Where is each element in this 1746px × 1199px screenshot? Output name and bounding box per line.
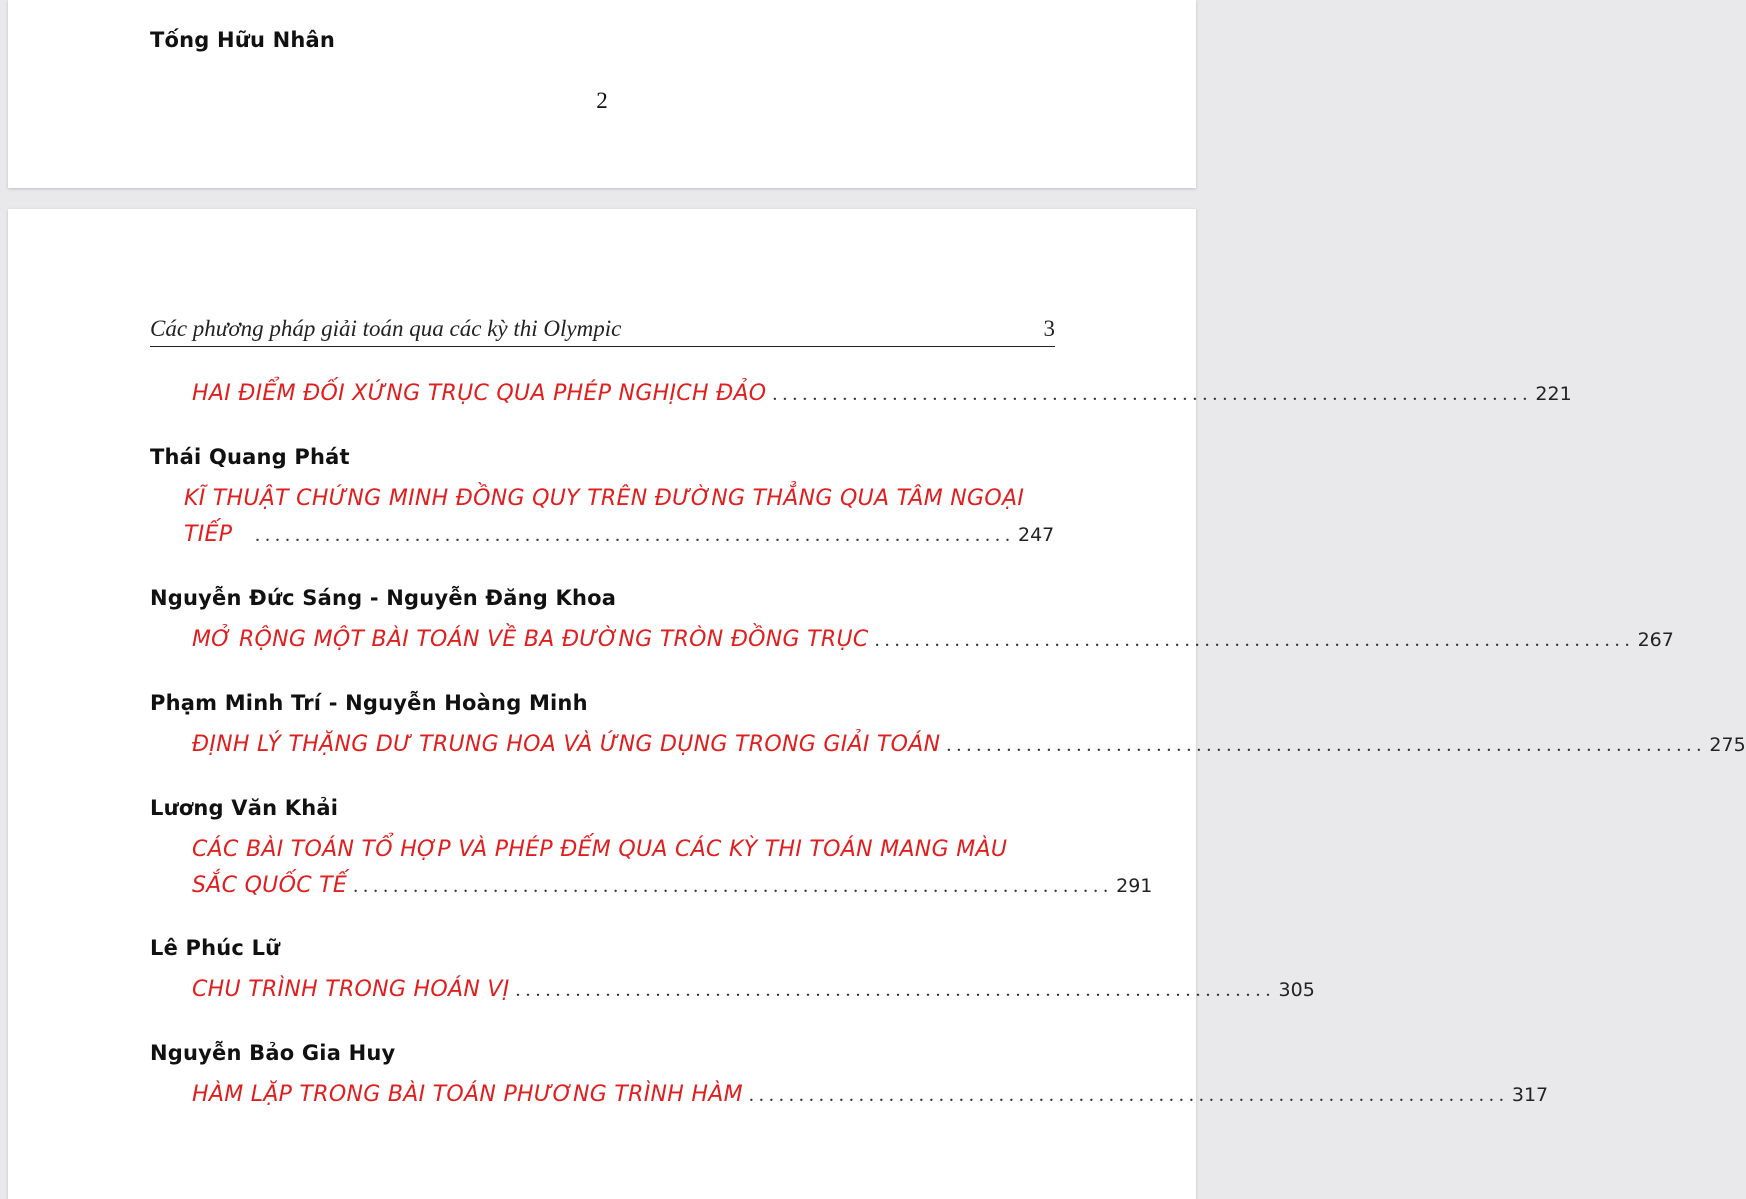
toc-entry-line xyxy=(192,873,1153,909)
toc-entry[interactable] xyxy=(192,837,1153,909)
running-header-title: Các phương pháp giải toán qua các kỳ thi Olympic xyxy=(150,316,622,341)
dot-leader: . . . . . . . . . . . . . . . . . . . . . . . . . . . . . . . . . . . . . . . . . . . . . . . . . . . . . . . . . . . . . . . . . . . . . . . . . . . . xyxy=(874,629,1630,651)
toc-author: Lê Phúc Lữ xyxy=(150,936,281,960)
running-header-page-number: 3 xyxy=(1043,316,1055,341)
toc-author: Lương Văn Khải xyxy=(150,796,339,820)
toc-entry[interactable] xyxy=(184,486,1054,558)
toc-entry-title[interactable]: HAI ĐIỂM ĐỐI XỨNG TRỤC QUA PHÉP NGHỊCH ĐẢO xyxy=(192,381,767,406)
document-page-2 xyxy=(8,0,1196,188)
toc-entry-line xyxy=(192,837,1054,873)
toc-author: Nguyễn Đức Sáng - Nguyễn Đăng Khoa xyxy=(150,586,617,610)
toc-entry-title[interactable]: HÀM LẶP TRONG BÀI TOÁN PHƯƠNG TRÌNH HÀM xyxy=(192,1082,743,1107)
toc-entry-title[interactable]: CHU TRÌNH TRONG HOÁN VỊ xyxy=(192,977,510,1002)
toc-entry[interactable] xyxy=(192,627,1674,663)
dot-leader: . . . . . . . . . . . . . . . . . . . . . . . . . . . . . . . . . . . . . . . . . . . . . . . . . . . . . . . . . . . . . . . . . . . . . . . . . . . . xyxy=(946,734,1702,756)
toc-entry-line xyxy=(192,381,1572,417)
toc-entry-page-number[interactable]: 267 xyxy=(1637,629,1674,651)
page-number: 2 xyxy=(596,88,608,113)
toc-entry[interactable] xyxy=(192,732,1746,768)
toc-entry-line xyxy=(192,732,1746,768)
toc-entry-title[interactable]: CÁC BÀI TOÁN TỔ HỢP VÀ PHÉP ĐẾM QUA CÁC KỲ THI TOÁN MANG MÀU xyxy=(192,837,1008,862)
toc-entry-page-number[interactable]: 275 xyxy=(1709,734,1746,756)
toc-entry-page-number[interactable]: 247 xyxy=(1018,524,1055,546)
toc-author: Phạm Minh Trí - Nguyễn Hoàng Minh xyxy=(150,691,588,715)
toc-entry-page-number[interactable]: 305 xyxy=(1278,979,1315,1001)
toc-entry-title-continued[interactable]: SẮC QUỐC TẾ xyxy=(192,873,348,898)
toc-entry-page-number[interactable]: 317 xyxy=(1511,1084,1549,1106)
toc-entry[interactable] xyxy=(192,381,1572,417)
toc-author: Nguyễn Bảo Gia Huy xyxy=(150,1041,396,1065)
dot-leader: . . . . . . . . . . . . . . . . . . . . . . . . . . . . . . . . . . . . . . . . . . . . . . . . . . . . . . . . . . . . . . . . . . . . . . . . . . . . xyxy=(255,524,1010,546)
toc-entry-line xyxy=(192,627,1674,663)
toc-entry-line xyxy=(192,1082,1549,1118)
toc-entry-line xyxy=(184,522,1054,558)
toc-entry-title-continued[interactable]: TIẾP xyxy=(184,522,233,547)
document-page-3 xyxy=(8,209,1746,1199)
toc-author: Tống Hữu Nhân xyxy=(150,28,336,52)
running-header xyxy=(150,314,1055,347)
toc-entry-title[interactable]: MỞ RỘNG MỘT BÀI TOÁN VỀ BA ĐƯỜNG TRÒN ĐỒNG TRỤC xyxy=(192,627,869,652)
toc-entry-line xyxy=(192,977,1315,1013)
toc-entry-title[interactable]: KĨ THUẬT CHỨNG MINH ĐỒNG QUY TRÊN ĐƯỜNG THẲNG QUA TÂM NGOẠI xyxy=(184,486,1025,511)
toc-entry[interactable] xyxy=(192,977,1315,1013)
dot-leader: . . . . . . . . . . . . . . . . . . . . . . . . . . . . . . . . . . . . . . . . . . . . . . . . . . . . . . . . . . . . . . . . . . . . . . . . . . . . xyxy=(748,1084,1504,1106)
toc-entry-title[interactable]: ĐỊNH LÝ THẶNG DƯ TRUNG HOA VÀ ỨNG DỤNG TRONG GIẢI TOÁN xyxy=(192,732,941,757)
toc-entry-page-number[interactable]: 291 xyxy=(1116,875,1153,897)
toc-entry[interactable] xyxy=(192,1082,1549,1118)
dot-leader: . . . . . . . . . . . . . . . . . . . . . . . . . . . . . . . . . . . . . . . . . . . . . . . . . . . . . . . . . . . . . . . . . . . . . . . . . . . . xyxy=(772,383,1528,405)
dot-leader: . . . . . . . . . . . . . . . . . . . . . . . . . . . . . . . . . . . . . . . . . . . . . . . . . . . . . . . . . . . . . . . . . . . . . . . . . . . . xyxy=(515,979,1271,1001)
dot-leader: . . . . . . . . . . . . . . . . . . . . . . . . . . . . . . . . . . . . . . . . . . . . . . . . . . . . . . . . . . . . . . . . . . . . . . . . . . . . xyxy=(353,875,1109,897)
toc-entry-page-number[interactable]: 221 xyxy=(1535,383,1572,405)
toc-entry-line xyxy=(184,486,1054,522)
toc-author: Thái Quang Phát xyxy=(150,445,350,469)
